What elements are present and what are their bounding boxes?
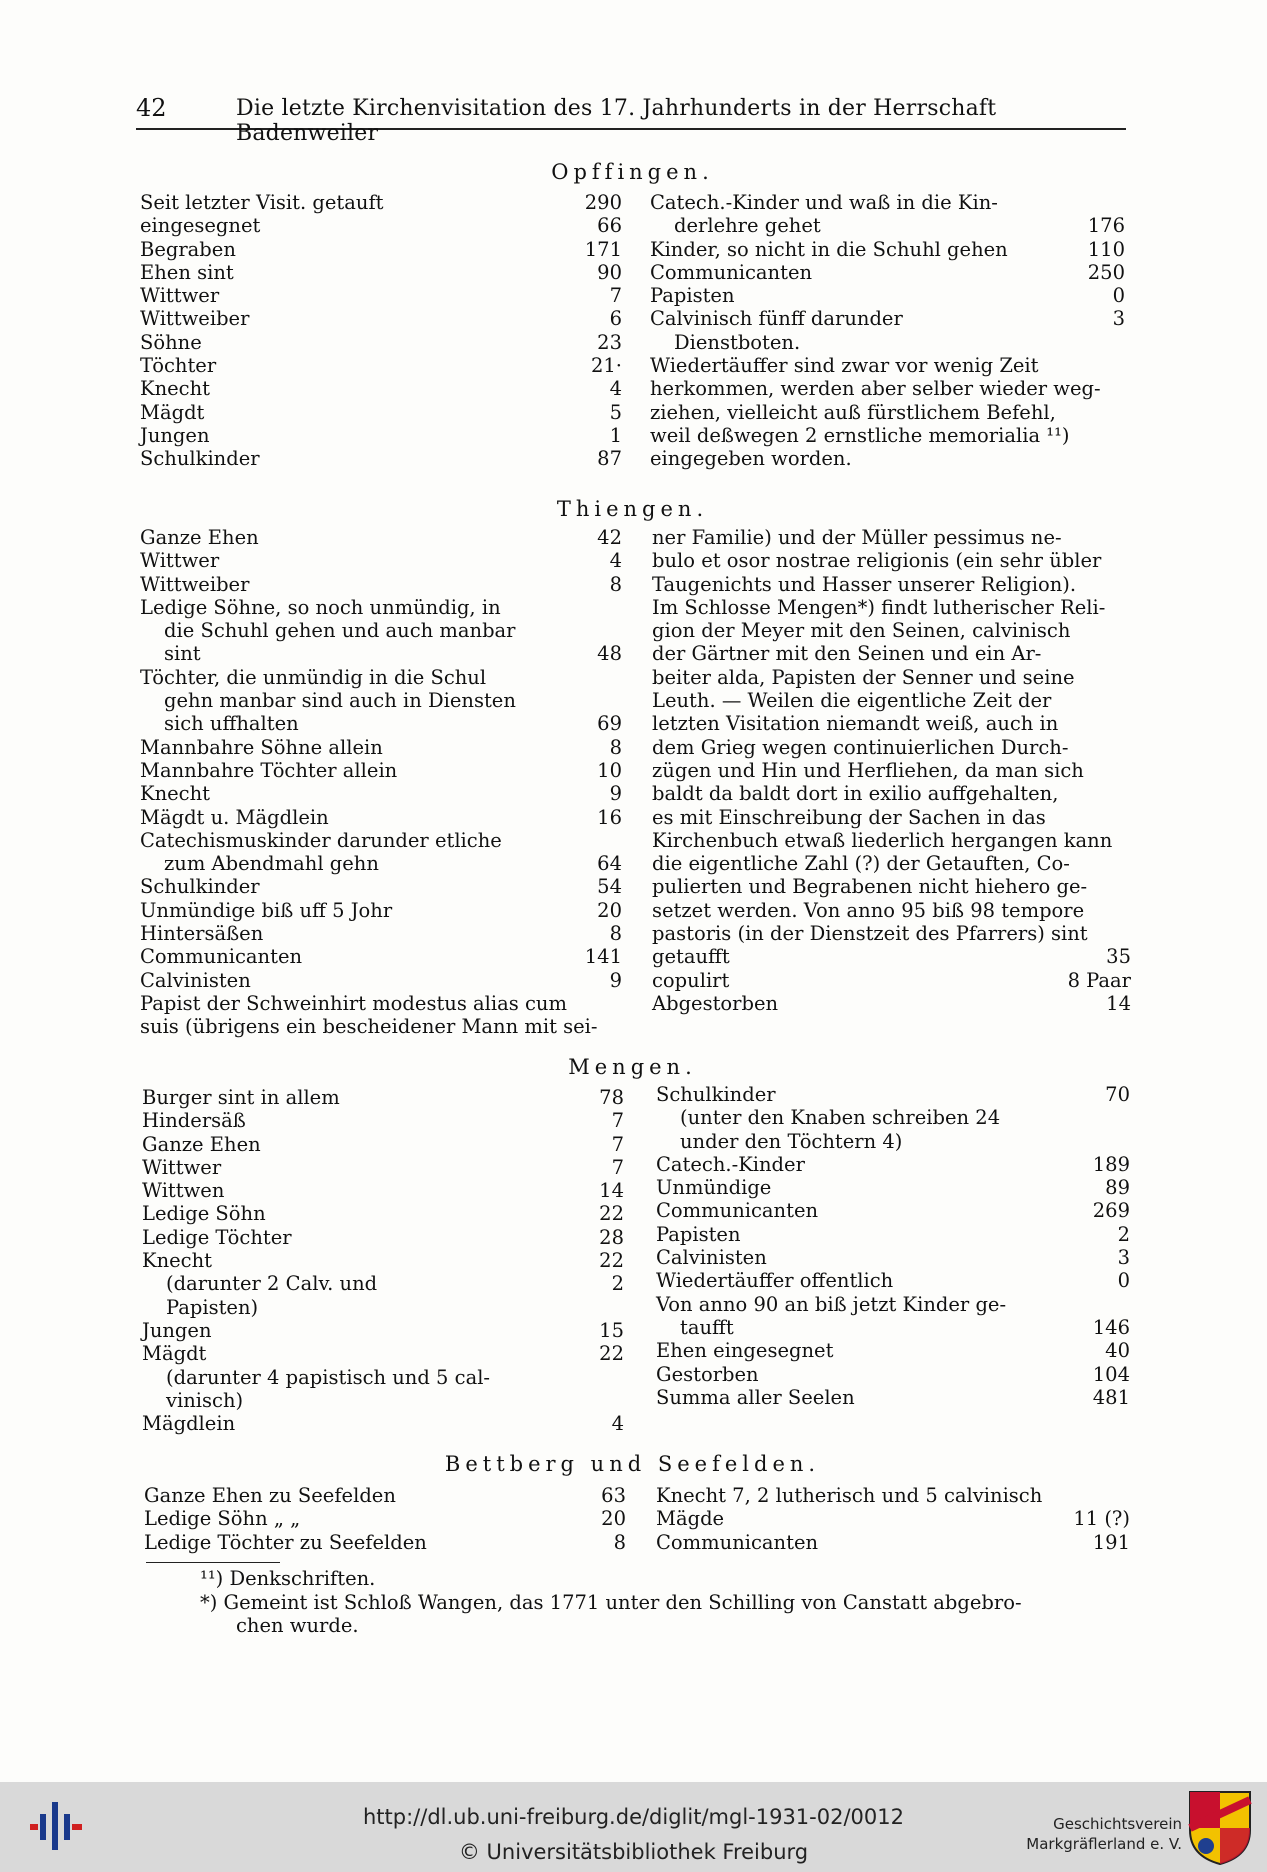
entry-ledige-so-hn [142,1202,624,1225]
entry-dienstboten [650,331,1125,354]
entry-label: Summa aller Seelen [656,1385,855,1409]
entry-value: 3 [1112,307,1125,331]
entry-value: 146 [1092,1315,1130,1339]
entry-ma-gdt [140,401,622,424]
entry-label: weil deßwegen 2 ernstliche memorialia ¹¹) [650,423,1070,447]
org-line-2: Markgräflerland e. V. [1026,1835,1182,1853]
entry-papisten [650,284,1125,307]
entry-value: 69 [597,712,622,736]
entry-getaufft [652,945,1131,968]
bettberg-left-column [144,1484,626,1554]
entry-label: Knecht [140,377,210,401]
entry-wiederta-uffer-sind-zwar-vor-wenig-zeit [650,354,1125,377]
entry-value: 0 [1117,1269,1130,1293]
entry-knecht [142,1249,624,1272]
entry-label: Mägdt u. Mägdlein [140,805,329,829]
copyright-text: © Universitätsbibliothek Freiburg [458,1840,809,1864]
entry-label: Ledige Töchter zu Seefelden [144,1530,427,1554]
entry-label: Leuth. — Weilen die eigentliche Zeit der [652,689,1052,713]
entry-hintersa-en [140,922,622,945]
entry-kinder-so-nicht-in-die-schuhl-gehen [650,238,1125,261]
entry-begraben [140,238,622,261]
entry-die-eigentliche-zahl-der-getauften-co [652,852,1131,875]
entry-hindersa [142,1109,624,1132]
entry-to-chter-die-unmu-ndig-in-die-schul [140,666,622,689]
entry-gestorben [656,1363,1130,1386]
entry-label: ziehen, vielleicht auß fürstlichem Befehl, [650,400,1056,424]
entry-abgestorben [652,992,1131,1015]
entry-label: Schulkinder [140,447,260,471]
entry-von-anno-90-an-bi-jetzt-kinder-ge [656,1293,1130,1316]
entry-label: Mägdt [140,400,205,424]
entry-value: 176 [1087,214,1125,238]
entry-wittweiber [140,573,622,596]
entry-label: gion der Meyer mit den Seinen, calvinisch [652,619,1071,643]
entry-value: 23 [597,330,622,354]
entry-label: Ganze Ehen [142,1132,261,1156]
entry-eingesegnet [140,214,622,237]
entry-label: ner Familie) und der Müller pessimus ne- [652,526,1062,549]
entry-value: 10 [597,758,622,782]
entry-value: 3 [1117,1246,1130,1270]
entry-wittwen [142,1179,624,1202]
entry-weil-de-wegen-2-ernstliche-memorialia [650,424,1125,447]
mengen-right-column [656,1083,1130,1409]
entry-label: Wittweiber [140,572,250,596]
entry-ganze-ehen [142,1133,624,1156]
entry-label: Von anno 90 an biß jetzt Kinder ge- [656,1292,1007,1316]
entry-es-mit-einschreibung-der-sachen-in-das [652,806,1131,829]
entry-papisten [142,1296,624,1319]
entry-ma-gdlein [142,1412,624,1435]
entry-value: 8 [609,572,622,596]
entry-value: 22 [599,1342,624,1366]
entry-baldt-da-baldt-dort-in-exilio-auffgehalt [652,782,1131,805]
entry-darunter-4-papistisch-und-5-cal [142,1366,624,1389]
organization-name [1020,1814,1182,1854]
entry-communicanten [140,945,622,968]
entry-label: die Schuhl gehen und auch manbar [164,619,516,643]
entry-value: 269 [1092,1199,1130,1223]
entry-value: 7 [609,284,622,308]
entry-label: Töchter, die unmündig in die Schul [140,665,487,689]
entry-ehen-sint [140,261,622,284]
entry-label: Calvinisch fünff darunder [650,307,903,331]
entry-jungen [142,1319,624,1342]
entry-label: suis (übrigens ein bescheidener Mann mit sei- [140,1015,598,1039]
entry-value: 7 [611,1155,624,1179]
entry-label: Knecht [142,1249,212,1273]
entry-label: gehn manbar sind auch in Diensten [164,689,516,713]
entry-wittwer [142,1156,624,1179]
entry-value: 189 [1092,1152,1130,1176]
entry-communicanten [656,1531,1130,1554]
entry-value: 28 [599,1225,624,1249]
entry-ehen-eingesegnet [656,1339,1130,1362]
entry-value: 8 [613,1530,626,1554]
footnote-asterisk-cont: chen wurde. [236,1614,359,1637]
entry-wittweiber [140,307,622,330]
entry-label: Papisten) [166,1295,259,1319]
entry-label: Ledige Töchter [142,1225,292,1249]
entry-value: 4 [611,1412,624,1436]
entry-label: Ganze Ehen [140,526,259,549]
entry-label: Wittwer [140,284,220,308]
entry-summa-aller-seelen [656,1386,1130,1409]
entry-unmu-ndige [656,1176,1130,1199]
entry-label: under den Töchtern 4) [680,1129,903,1153]
entry-value: 290 [584,191,622,214]
entry-derlehre-gehet [650,214,1125,237]
entry-label: Communicanten [140,945,303,969]
entry-label: Catech.-Kinder [656,1152,805,1176]
entry-label: dem Grieg wegen continuierlichen Durch- [652,735,1069,759]
entry-label: Ehen sint [140,260,234,284]
entry-value: 16 [597,805,622,829]
section-title-mengen: Mengen. [568,1055,697,1079]
entry-taufft [656,1316,1130,1339]
entry-label: Catech.-Kinder und waß in die Kin- [650,191,998,214]
entry-label: Communicanten [656,1199,819,1223]
thiengen-right-column [652,526,1131,1015]
entry-label: Schulkinder [656,1083,776,1106]
entry-darunter-2-calv-und [142,1272,624,1295]
entry-value: 141 [584,945,622,969]
entry-jungen [140,424,622,447]
entry-label: Ganze Ehen zu Seefelden [144,1484,396,1507]
section-title-thiengen: Thiengen. [556,497,709,521]
entry-label: Knecht [140,782,210,806]
entry-under-den-to-chtern-4 [656,1130,1130,1153]
entry-value: 42 [597,526,622,549]
entry-calvinisch-fu-nff-darunder [650,307,1125,330]
entry-label: Mägde [656,1507,725,1531]
footnote-rule [146,1562,280,1563]
entry-value: 35 [1106,945,1131,969]
entry-label: Communicanten [656,1530,819,1554]
entry-eingegeben-worden [650,447,1125,470]
entry-label: Hindersäß [142,1109,246,1133]
entry-label: Jungen [140,423,210,447]
footnote-asterisk: *) Gemeint ist Schloß Wangen, das 1771 unter den Schilling von Canstatt abgebro- [200,1591,1022,1614]
entry-kirchenbuch-etwa-liederlich-hergangen-ka [652,829,1131,852]
entry-label: Schulkinder [140,875,260,899]
coat-of-arms-icon [1188,1790,1252,1866]
entry-pastoris-in-der-dienstzeit-des-pfarrers- [652,922,1131,945]
mengen-left-column [142,1086,624,1435]
entry-label: Im Schlosse Mengen*) findt lutherischer Reli- [652,595,1106,619]
entry-value: 22 [599,1202,624,1226]
entry-label: Wittwer [142,1155,222,1179]
entry-taugenichts-und-hasser-unserer-religion [652,573,1131,596]
entry-value: 21· [590,354,622,378]
entry-ledige-to-chter-zu-seefelden [144,1531,626,1554]
entry-wittwer [140,284,622,307]
entry-value: 8 [609,735,622,759]
entry-label: Calvinisten [656,1246,767,1270]
entry-value: 1 [609,423,622,447]
thiengen-left-column [140,526,622,1039]
entry-label: setzet werden. Von anno 95 biß 98 tempore [652,898,1085,922]
entry-label: Wittwen [142,1179,225,1203]
entry-value: 171 [584,237,622,261]
entry-ledige-so-hne-so-noch-unmu-ndig-in [140,596,622,619]
entry-value: 87 [597,447,622,471]
entry-label: copulirt [652,968,730,992]
entry-label: vinisch) [166,1388,244,1412]
entry-label: Söhne [140,330,202,354]
entry-calvinisten [656,1246,1130,1269]
footnote-11: ¹¹) Denkschriften. [200,1567,376,1590]
bettberg-right-column [656,1484,1130,1554]
entry-value: 7 [611,1109,624,1133]
entry-label: beiter alda, Papisten der Senner und seine [652,665,1075,689]
entry-schulkinder [140,875,622,898]
entry-value: 66 [597,214,622,238]
entry-label: Gestorben [656,1362,759,1386]
entry-knecht-7-2-lutherisch-und-5-calvinisch [656,1484,1130,1507]
entry-label: Wiedertäuffer offentlich [656,1269,894,1293]
entry-label: Ledige Söhn [142,1202,266,1226]
entry-value: 104 [1092,1362,1130,1386]
entry-label: Communicanten [650,260,813,284]
entry-value: 22 [599,1249,624,1273]
entry-value: 14 [599,1179,624,1203]
entry-label: Kirchenbuch etwaß liederlich hergangen kann [652,828,1113,852]
entry-mannbahre-to-chter-allein [140,759,622,782]
entry-label: Papisten [656,1222,741,1246]
entry-label: Mannbahre Söhne allein [140,735,383,759]
entry-pulierten-und-begrabenen-nicht-hiehero-g [652,875,1131,898]
entry-so-hne [140,331,622,354]
entry-value: 4 [609,377,622,401]
entry-die-schuhl-gehen-und-auch-manbar [140,619,622,642]
entry-label: Burger sint in allem [142,1086,340,1109]
page-number: 42 [136,94,167,122]
running-title: Die letzte Kirchenvisitation des 17. Jahrhunderts in der Herrschaft Badenweiler [236,96,997,146]
entry-catech-kinder [656,1153,1130,1176]
entry-label: Ledige Söhn „ „ [144,1507,301,1531]
entry-value: 191 [1092,1530,1130,1554]
entry-label: Kinder, so nicht in die Schuhl gehen [650,237,1008,261]
section-title-bettberg: Bettberg und Seefelden. [444,1452,821,1476]
entry-label: Unmündige biß uff 5 Johr [140,898,393,922]
entry-label: zügen und Hin und Herfliehen, da man sich [652,758,1084,782]
entry-seit-letzter-visit-getauft [140,191,622,214]
entry-value: 20 [601,1507,626,1531]
entry-label: Töchter [140,354,217,378]
entry-value: 20 [597,898,622,922]
entry-vinisch [142,1389,624,1412]
entry-label: sich uffhalten [164,712,299,736]
entry-unmu-ndige-bi-uff-5-johr [140,899,622,922]
entry-value: 14 [1106,991,1131,1015]
entry-schulkinder [656,1083,1130,1106]
entry-label: bulo et osor nostrae religionis (ein sehr übler [652,549,1102,573]
entry-label: Wittweiber [140,307,250,331]
entry-label: Wiedertäuffer sind zwar vor wenig Zeit [650,354,1039,378]
entry-label: Ledige Söhne, so noch unmündig, in [140,595,501,619]
entry-ganze-ehen [140,526,622,549]
entry-leuth-weilen-die-eigentliche-zeit-der [652,689,1131,712]
org-line-1: Geschichtsverein [1053,1815,1182,1833]
entry-gion-der-meyer-mit-den-seinen-calvinisch [652,619,1131,642]
entry-value: 89 [1105,1176,1130,1200]
entry-label: (darunter 2 Calv. und [166,1272,378,1296]
entry-label: Hintersäßen [140,922,264,946]
entry-label: pastoris (in der Dienstzeit des Pfarrers) sint [652,922,1088,946]
opffingen-left-column [140,191,622,471]
entry-label: baldt da baldt dort in exilio auffgehalten, [652,782,1059,806]
entry-label: herkommen, werden aber selber wieder weg- [650,377,1101,401]
entry-value: 2 [611,1272,624,1296]
entry-label: letzten Visitation niemandt weiß, auch in [652,712,1059,736]
entry-der-ga-rtner-mit-den-seinen-und-ein-ar [652,642,1131,665]
entry-calvinisten [140,969,622,992]
entry-value: 54 [597,875,622,899]
entry-value: 63 [601,1484,626,1507]
entry-label: derlehre gehet [674,214,821,238]
entry-value: 110 [1087,237,1125,261]
entry-label: Seit letzter Visit. getauft [140,191,384,214]
section-title-opffingen: Opffingen. [551,160,714,184]
entry-ma-gdt-u-ma-gdlein [140,806,622,829]
entry-wiederta-uffer-offentlich [656,1269,1130,1292]
entry-knecht [140,377,622,400]
running-header [136,94,1126,146]
entry-value: 11 (?) [1073,1507,1130,1531]
entry-sich-uffhalten [140,712,622,735]
entry-wittwer [140,549,622,572]
entry-value: 90 [597,260,622,284]
entry-value: 8 Paar [1067,968,1131,992]
entry-knecht [140,782,622,805]
entry-sint [140,642,622,665]
entry-value: 8 [609,922,622,946]
entry-ziehen-vielleicht-au-fu-rstlichem-befehl [650,401,1125,424]
entry-value: 9 [609,968,622,992]
entry-label: Mägdlein [142,1412,236,1436]
entry-value: 6 [609,307,622,331]
entry-label: eingesegnet [140,214,261,238]
entry-label: Ehen eingesegnet [656,1339,834,1363]
entry-label: (darunter 4 papistisch und 5 cal- [166,1365,491,1389]
entry-label: die eigentliche Zahl (?) der Getauften, Co- [652,852,1070,876]
entry-papisten [656,1223,1130,1246]
entry-beiter-alda-papisten-der-senner-und-sein [652,666,1131,689]
entry-value: 78 [599,1086,624,1109]
entry-value: 2 [1117,1222,1130,1246]
entry-value: 48 [597,642,622,666]
entry-zum-abendmahl-gehn [140,852,622,875]
entry-label: Unmündige [656,1176,772,1200]
entry-catech-kinder-und-wa-in-die-kin [650,191,1125,214]
entry-ledige-to-chter [142,1226,624,1249]
entry-gehn-manbar-sind-auch-in-diensten [140,689,622,712]
entry-label: Knecht 7, 2 lutherisch und 5 calvinisch [656,1484,1043,1507]
entry-unter-den-knaben-schreiben-24 [656,1106,1130,1129]
entry-label: (unter den Knaben schreiben 24 [680,1106,1001,1130]
entry-value: 5 [609,400,622,424]
entry-label: der Gärtner mit den Seinen und ein Ar- [652,642,1042,666]
entry-label: Jungen [142,1318,212,1342]
entry-im-schlosse-mengen-findt-lutherischer-re [652,596,1131,619]
entry-ma-gdt [142,1342,624,1365]
entry-catechismuskinder-darunder-etliche [140,829,622,852]
entry-label: Dienstboten. [674,330,801,354]
entry-label: Begraben [140,237,236,261]
entry-label: sint [164,642,201,666]
entry-value: 40 [1105,1339,1130,1363]
entry-schulkinder [140,447,622,470]
entry-letzten-visitation-niemandt-wei-auch-in [652,712,1131,735]
entry-label: eingegeben worden. [650,447,852,471]
entry-dem-grieg-wegen-continuierlichen-durch [652,736,1131,759]
entry-value: 0 [1112,284,1125,308]
entry-label: Mägdt [142,1342,207,1366]
entry-label: getaufft [652,945,730,969]
entry-label: Taugenichts und Hasser unserer Religion). [652,572,1077,596]
entry-label: es mit Einschreibung der Sachen in das [652,805,1046,829]
opffingen-right-column [650,191,1125,471]
source-url-link[interactable]: http://dl.ub.uni-freiburg.de/diglit/mgl-1931-02/0012 [362,1805,904,1829]
entry-papist-der-schweinhirt-modestus-alias-cu [140,992,622,1015]
entry-herkommen-werden-aber-selber-wieder-weg [650,377,1125,400]
entry-setzet-werden-von-anno-95-bi-98-tempore [652,899,1131,922]
entry-value: 64 [597,852,622,876]
entry-label: taufft [680,1315,734,1339]
entry-label: Mannbahre Töchter allein [140,758,398,782]
entry-label: Papisten [650,284,735,308]
entry-value: 250 [1087,260,1125,284]
entry-value: 15 [599,1318,624,1342]
entry-copulirt [652,969,1131,992]
entry-ganze-ehen-zu-seefelden [144,1484,626,1507]
entry-burger-sint-in-allem [142,1086,624,1109]
entry-value: 481 [1092,1385,1130,1409]
entry-value: 70 [1105,1083,1130,1106]
entry-label: Papist der Schweinhirt modestus alias cum [140,991,567,1015]
entry-suis-u-brigens-ein-bescheidener-mann-mit [140,1015,622,1038]
entry-bulo-et-osor-nostrae-religionis-ein-sehr [652,549,1131,572]
entry-label: Wittwer [140,549,220,573]
entry-mannbahre-so-hne-allein [140,736,622,759]
entry-value: 9 [609,782,622,806]
entry-label: Abgestorben [652,991,779,1015]
entry-communicanten [656,1199,1130,1222]
entry-ner-familie-und-der-mu-ller-pessimus-ne [652,526,1131,549]
entry-ledige-so-hn [144,1507,626,1530]
entry-label: Calvinisten [140,968,251,992]
entry-communicanten [650,261,1125,284]
entry-zu-gen-und-hin-und-herfliehen-da-man-sic [652,759,1131,782]
entry-to-chter [140,354,622,377]
entry-label: Catechismuskinder darunder etliche [140,828,502,852]
entry-value: 4 [609,549,622,573]
entry-label: pulierten und Begrabenen nicht hiehero ge- [652,875,1088,899]
entry-value: 7 [611,1132,624,1156]
entry-label: zum Abendmahl gehn [164,852,379,876]
entry-ma-gde [656,1507,1130,1530]
